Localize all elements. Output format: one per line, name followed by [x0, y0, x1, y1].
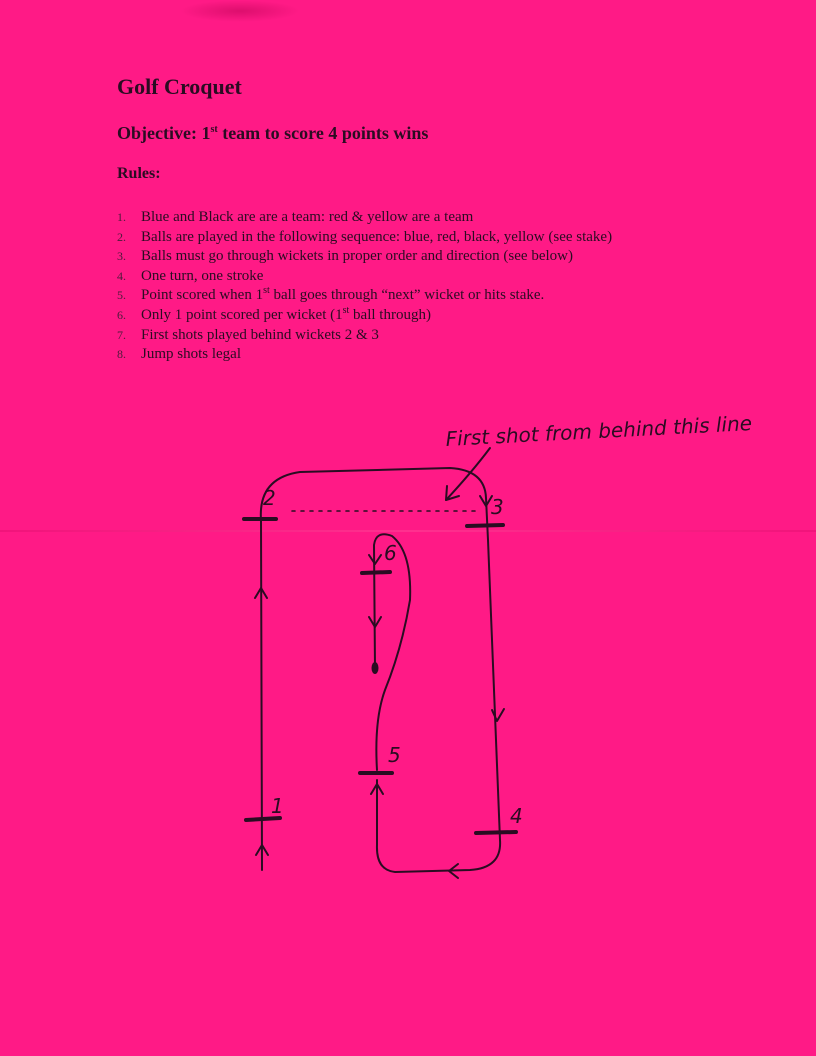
rule-number: 3.	[117, 249, 126, 264]
rule-item	[117, 208, 612, 228]
rule-text: Balls must go through wickets in proper order and direction (see below)	[141, 248, 573, 265]
wicket-label: 1	[271, 794, 284, 818]
rule-text: Blue and Black are are a team: red & yellow are a team	[141, 209, 474, 225]
wicket-3-bar	[467, 525, 503, 526]
objective-line	[117, 123, 428, 144]
rule-sup: st	[263, 285, 270, 297]
wicket-label: 5	[388, 743, 401, 767]
objective-text: team to score 4 points wins	[217, 123, 429, 143]
rule-number: 7.	[117, 327, 126, 342]
rule-sup: st	[342, 304, 350, 316]
rule-number: 4.	[117, 268, 126, 283]
rule-item	[117, 306, 612, 326]
rules-list	[117, 208, 612, 365]
objective-sup: st	[210, 124, 218, 135]
rule-text-pre: Only 1 point scored per wicket (1	[141, 306, 343, 323]
stake-marker	[372, 662, 379, 674]
rule-number: 8.	[117, 347, 126, 362]
rule-text-post: ball goes through “next” wicket or hits stake.	[269, 287, 545, 304]
rule-item	[117, 247, 612, 267]
rules-heading: Rules:	[117, 165, 161, 182]
rule-text: First shots played behind wickets 2 & 3	[141, 326, 379, 343]
first-shot-annotation: First shot from behind this line	[445, 410, 753, 451]
course-path-inner	[374, 534, 410, 770]
court-diagram	[0, 380, 816, 900]
wicket-label: 3	[491, 495, 504, 519]
objective-label: Objective:	[117, 123, 197, 143]
wicket-label: 2	[263, 486, 276, 510]
rule-item	[117, 286, 612, 306]
annotation-arrow	[446, 448, 490, 500]
rule-item	[117, 267, 612, 287]
rule-item	[117, 326, 612, 346]
wicket-label: 6	[384, 541, 397, 565]
rule-text: Balls are played in the following sequence: blue, red, black, yellow (see stake)	[141, 228, 613, 245]
rule-number: 2.	[117, 229, 126, 244]
rule-number: 1.	[117, 210, 126, 224]
wicket-4-bar	[476, 832, 516, 833]
rule-text: One turn, one stroke	[141, 267, 264, 284]
objective-prefix: 1	[201, 123, 211, 143]
rule-item	[117, 228, 612, 248]
rule-number: 6.	[117, 307, 126, 322]
rule-item	[117, 345, 612, 365]
rule-text-post: ball through)	[349, 306, 431, 323]
arrow-down-icon	[492, 709, 504, 721]
wicket-6-bar	[362, 572, 390, 573]
course-path-outer	[261, 468, 500, 872]
wicket-label: 4	[510, 804, 523, 828]
rule-number: 5.	[117, 288, 126, 303]
rule-text-pre: Point scored when 1	[141, 287, 264, 304]
wicket-1-bar	[246, 818, 280, 820]
document-title: Golf Croquet	[117, 74, 242, 99]
rule-text: Jump shots legal	[141, 346, 241, 363]
paper-crease-top	[180, 0, 300, 22]
